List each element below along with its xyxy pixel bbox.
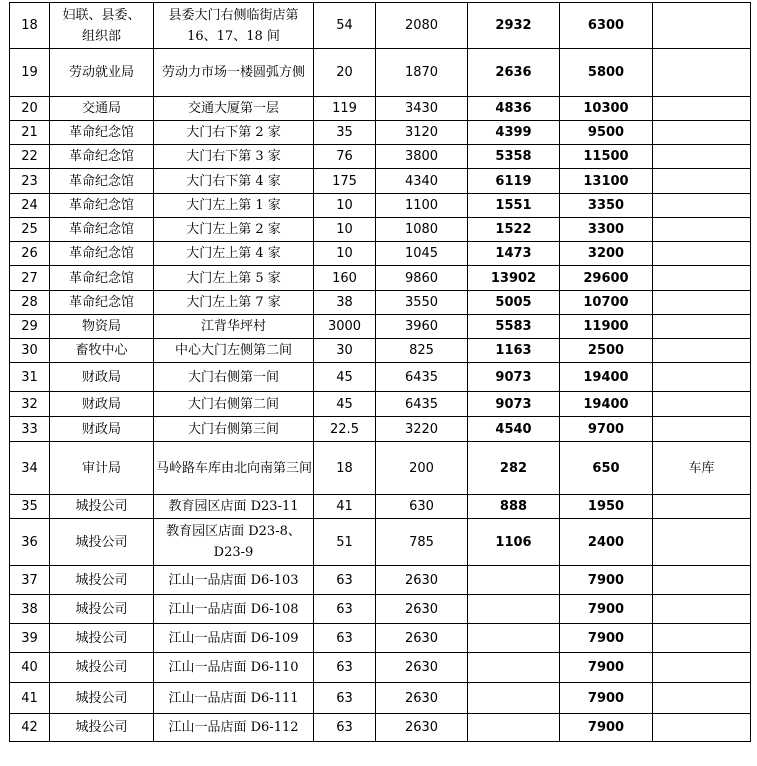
rent-cell: 3120 [376, 121, 468, 145]
table-row [10, 714, 751, 742]
unit-cell: 革命纪念馆 [50, 218, 154, 242]
note-cell [653, 315, 751, 339]
area-cell: 41 [314, 495, 376, 519]
note-cell [653, 519, 751, 566]
unit-cell: 财政局 [50, 417, 154, 442]
note-cell [653, 3, 751, 49]
unit-cell: 革命纪念馆 [50, 169, 154, 194]
rent-cell: 4340 [376, 169, 468, 194]
location-cell: 教育园区店面 D23-11 [154, 495, 314, 519]
table-row [10, 242, 751, 266]
table-row [10, 595, 751, 624]
unit-cell: 审计局 [50, 442, 154, 495]
table-row [10, 97, 751, 121]
area-cell: 63 [314, 683, 376, 714]
note-cell [653, 683, 751, 714]
value-a-cell: 282 [468, 442, 560, 495]
unit-cell: 城投公司 [50, 653, 154, 683]
unit-cell: 革命纪念馆 [50, 194, 154, 218]
unit-cell: 物资局 [50, 315, 154, 339]
unit-cell: 财政局 [50, 363, 154, 392]
area-cell: 10 [314, 218, 376, 242]
area-cell: 20 [314, 49, 376, 97]
note-cell [653, 339, 751, 363]
location-cell: 江背华坪村 [154, 315, 314, 339]
note-cell: 车库 [653, 442, 751, 495]
location-cell: 江山一品店面 D6-109 [154, 624, 314, 653]
unit-cell: 革命纪念馆 [50, 121, 154, 145]
unit-cell: 城投公司 [50, 595, 154, 624]
note-cell [653, 194, 751, 218]
row-number-cell: 29 [10, 315, 50, 339]
area-cell: 35 [314, 121, 376, 145]
value-b-cell: 2400 [560, 519, 653, 566]
unit-cell: 革命纪念馆 [50, 266, 154, 291]
value-a-cell: 888 [468, 495, 560, 519]
row-number-cell: 30 [10, 339, 50, 363]
row-number-cell: 28 [10, 291, 50, 315]
unit-cell: 革命纪念馆 [50, 242, 154, 266]
note-cell [653, 417, 751, 442]
row-number-cell: 35 [10, 495, 50, 519]
row-number-cell: 25 [10, 218, 50, 242]
value-b-cell: 1950 [560, 495, 653, 519]
value-a-cell: 1473 [468, 242, 560, 266]
rent-cell: 6435 [376, 363, 468, 392]
unit-cell: 革命纪念馆 [50, 291, 154, 315]
value-b-cell: 19400 [560, 363, 653, 392]
value-b-cell: 19400 [560, 392, 653, 417]
area-cell: 160 [314, 266, 376, 291]
rent-cell: 3960 [376, 315, 468, 339]
value-b-cell: 6300 [560, 3, 653, 49]
area-cell: 30 [314, 339, 376, 363]
row-number-cell: 38 [10, 595, 50, 624]
note-cell [653, 624, 751, 653]
table-row [10, 266, 751, 291]
value-a-cell: 4836 [468, 97, 560, 121]
note-cell [653, 242, 751, 266]
value-b-cell: 7900 [560, 624, 653, 653]
location-cell: 县委大门右侧临街店第 16、17、18 间 [154, 3, 314, 49]
location-cell: 交通大厦第一层 [154, 97, 314, 121]
note-cell [653, 714, 751, 742]
location-cell: 大门右下第 2 家 [154, 121, 314, 145]
rent-cell: 1080 [376, 218, 468, 242]
rent-cell: 2080 [376, 3, 468, 49]
row-number-cell: 21 [10, 121, 50, 145]
value-b-cell: 7900 [560, 566, 653, 595]
value-a-cell: 5358 [468, 145, 560, 169]
location-cell: 教育园区店面 D23-8、D23-9 [154, 519, 314, 566]
row-number-cell: 23 [10, 169, 50, 194]
row-number-cell: 20 [10, 97, 50, 121]
value-b-cell: 3350 [560, 194, 653, 218]
value-b-cell: 3200 [560, 242, 653, 266]
note-cell [653, 595, 751, 624]
value-a-cell [468, 595, 560, 624]
row-number-cell: 39 [10, 624, 50, 653]
table-row [10, 49, 751, 97]
note-cell [653, 218, 751, 242]
location-cell: 大门左上第 5 家 [154, 266, 314, 291]
area-cell: 63 [314, 714, 376, 742]
value-a-cell: 1522 [468, 218, 560, 242]
area-cell: 63 [314, 566, 376, 595]
table-row [10, 624, 751, 653]
value-b-cell: 7900 [560, 683, 653, 714]
value-a-cell: 9073 [468, 363, 560, 392]
rent-cell: 9860 [376, 266, 468, 291]
value-a-cell: 9073 [468, 392, 560, 417]
table-row [10, 145, 751, 169]
rent-cell: 3220 [376, 417, 468, 442]
area-cell: 175 [314, 169, 376, 194]
value-b-cell: 9500 [560, 121, 653, 145]
note-cell [653, 49, 751, 97]
row-number-cell: 27 [10, 266, 50, 291]
area-cell: 45 [314, 363, 376, 392]
row-number-cell: 42 [10, 714, 50, 742]
table-row [10, 519, 751, 566]
note-cell [653, 495, 751, 519]
note-cell [653, 145, 751, 169]
note-cell [653, 653, 751, 683]
table-row [10, 566, 751, 595]
value-a-cell [468, 624, 560, 653]
rent-cell: 2630 [376, 566, 468, 595]
location-cell: 大门左上第 7 家 [154, 291, 314, 315]
value-a-cell [468, 566, 560, 595]
area-cell: 22.5 [314, 417, 376, 442]
table-row [10, 291, 751, 315]
rent-cell: 2630 [376, 683, 468, 714]
value-b-cell: 3300 [560, 218, 653, 242]
value-b-cell: 7900 [560, 714, 653, 742]
row-number-cell: 22 [10, 145, 50, 169]
value-b-cell: 2500 [560, 339, 653, 363]
area-cell: 51 [314, 519, 376, 566]
rent-cell: 630 [376, 495, 468, 519]
rent-cell: 3800 [376, 145, 468, 169]
location-cell: 大门右下第 4 家 [154, 169, 314, 194]
unit-cell: 革命纪念馆 [50, 145, 154, 169]
row-number-cell: 36 [10, 519, 50, 566]
location-cell: 江山一品店面 D6-103 [154, 566, 314, 595]
location-cell: 大门左上第 1 家 [154, 194, 314, 218]
note-cell [653, 566, 751, 595]
note-cell [653, 169, 751, 194]
rent-cell: 2630 [376, 624, 468, 653]
value-a-cell: 1106 [468, 519, 560, 566]
location-cell: 大门右侧第三间 [154, 417, 314, 442]
location-cell: 大门右下第 3 家 [154, 145, 314, 169]
rent-cell: 200 [376, 442, 468, 495]
value-b-cell: 13100 [560, 169, 653, 194]
area-cell: 54 [314, 3, 376, 49]
row-number-cell: 41 [10, 683, 50, 714]
location-cell: 江山一品店面 D6-110 [154, 653, 314, 683]
row-number-cell: 32 [10, 392, 50, 417]
table-body [10, 3, 751, 742]
note-cell [653, 97, 751, 121]
unit-cell: 交通局 [50, 97, 154, 121]
value-b-cell: 11500 [560, 145, 653, 169]
value-b-cell: 11900 [560, 315, 653, 339]
value-b-cell: 7900 [560, 595, 653, 624]
rent-cell: 2630 [376, 653, 468, 683]
table-row [10, 442, 751, 495]
value-a-cell: 1551 [468, 194, 560, 218]
table-row [10, 218, 751, 242]
note-cell [653, 266, 751, 291]
value-a-cell: 1163 [468, 339, 560, 363]
table-row [10, 683, 751, 714]
value-a-cell: 5005 [468, 291, 560, 315]
area-cell: 119 [314, 97, 376, 121]
note-cell [653, 121, 751, 145]
row-number-cell: 19 [10, 49, 50, 97]
rent-cell: 1100 [376, 194, 468, 218]
note-cell [653, 392, 751, 417]
rent-cell: 785 [376, 519, 468, 566]
row-number-cell: 40 [10, 653, 50, 683]
note-cell [653, 363, 751, 392]
value-a-cell: 2932 [468, 3, 560, 49]
rent-cell: 1045 [376, 242, 468, 266]
value-b-cell: 29600 [560, 266, 653, 291]
location-cell: 大门右侧第一间 [154, 363, 314, 392]
table-row [10, 392, 751, 417]
rent-cell: 825 [376, 339, 468, 363]
unit-cell: 财政局 [50, 392, 154, 417]
value-a-cell: 6119 [468, 169, 560, 194]
table-row [10, 169, 751, 194]
area-cell: 38 [314, 291, 376, 315]
value-b-cell: 10300 [560, 97, 653, 121]
table-row [10, 121, 751, 145]
value-a-cell: 4399 [468, 121, 560, 145]
row-number-cell: 18 [10, 3, 50, 49]
row-number-cell: 31 [10, 363, 50, 392]
area-cell: 63 [314, 653, 376, 683]
value-a-cell: 13902 [468, 266, 560, 291]
row-number-cell: 24 [10, 194, 50, 218]
rent-cell: 3430 [376, 97, 468, 121]
area-cell: 63 [314, 624, 376, 653]
unit-cell: 劳动就业局 [50, 49, 154, 97]
table-row [10, 3, 751, 49]
location-cell: 江山一品店面 D6-108 [154, 595, 314, 624]
value-b-cell: 10700 [560, 291, 653, 315]
area-cell: 76 [314, 145, 376, 169]
area-cell: 45 [314, 392, 376, 417]
value-a-cell: 5583 [468, 315, 560, 339]
area-cell: 10 [314, 194, 376, 218]
value-a-cell [468, 653, 560, 683]
unit-cell: 畜牧中心 [50, 339, 154, 363]
unit-cell: 城投公司 [50, 624, 154, 653]
location-cell: 大门左上第 4 家 [154, 242, 314, 266]
table-row [10, 339, 751, 363]
rent-cell: 6435 [376, 392, 468, 417]
value-a-cell [468, 683, 560, 714]
location-cell: 大门左上第 2 家 [154, 218, 314, 242]
rent-cell: 2630 [376, 714, 468, 742]
unit-cell: 城投公司 [50, 495, 154, 519]
unit-cell: 城投公司 [50, 714, 154, 742]
value-b-cell: 7900 [560, 653, 653, 683]
value-a-cell: 4540 [468, 417, 560, 442]
area-cell: 3000 [314, 315, 376, 339]
table-row [10, 417, 751, 442]
location-cell: 江山一品店面 D6-112 [154, 714, 314, 742]
value-a-cell: 2636 [468, 49, 560, 97]
table-row [10, 653, 751, 683]
location-cell: 江山一品店面 D6-111 [154, 683, 314, 714]
unit-cell: 城投公司 [50, 566, 154, 595]
value-b-cell: 650 [560, 442, 653, 495]
table-row [10, 495, 751, 519]
rent-cell: 1870 [376, 49, 468, 97]
table-row [10, 194, 751, 218]
rent-cell: 2630 [376, 595, 468, 624]
location-cell: 中心大门左侧第二间 [154, 339, 314, 363]
value-b-cell: 9700 [560, 417, 653, 442]
table-row [10, 363, 751, 392]
unit-cell: 城投公司 [50, 519, 154, 566]
location-cell: 大门右侧第二间 [154, 392, 314, 417]
area-cell: 10 [314, 242, 376, 266]
location-cell: 马岭路车库由北向南第三间 [154, 442, 314, 495]
rent-cell: 3550 [376, 291, 468, 315]
location-cell: 劳动力市场一楼圆弧方侧 [154, 49, 314, 97]
note-cell [653, 291, 751, 315]
row-number-cell: 37 [10, 566, 50, 595]
unit-cell: 妇联、县委、组织部 [50, 3, 154, 49]
area-cell: 18 [314, 442, 376, 495]
area-cell: 63 [314, 595, 376, 624]
row-number-cell: 33 [10, 417, 50, 442]
value-b-cell: 5800 [560, 49, 653, 97]
value-a-cell [468, 714, 560, 742]
unit-cell: 城投公司 [50, 683, 154, 714]
row-number-cell: 34 [10, 442, 50, 495]
table-row [10, 315, 751, 339]
rental-ledger-table [9, 2, 751, 742]
row-number-cell: 26 [10, 242, 50, 266]
